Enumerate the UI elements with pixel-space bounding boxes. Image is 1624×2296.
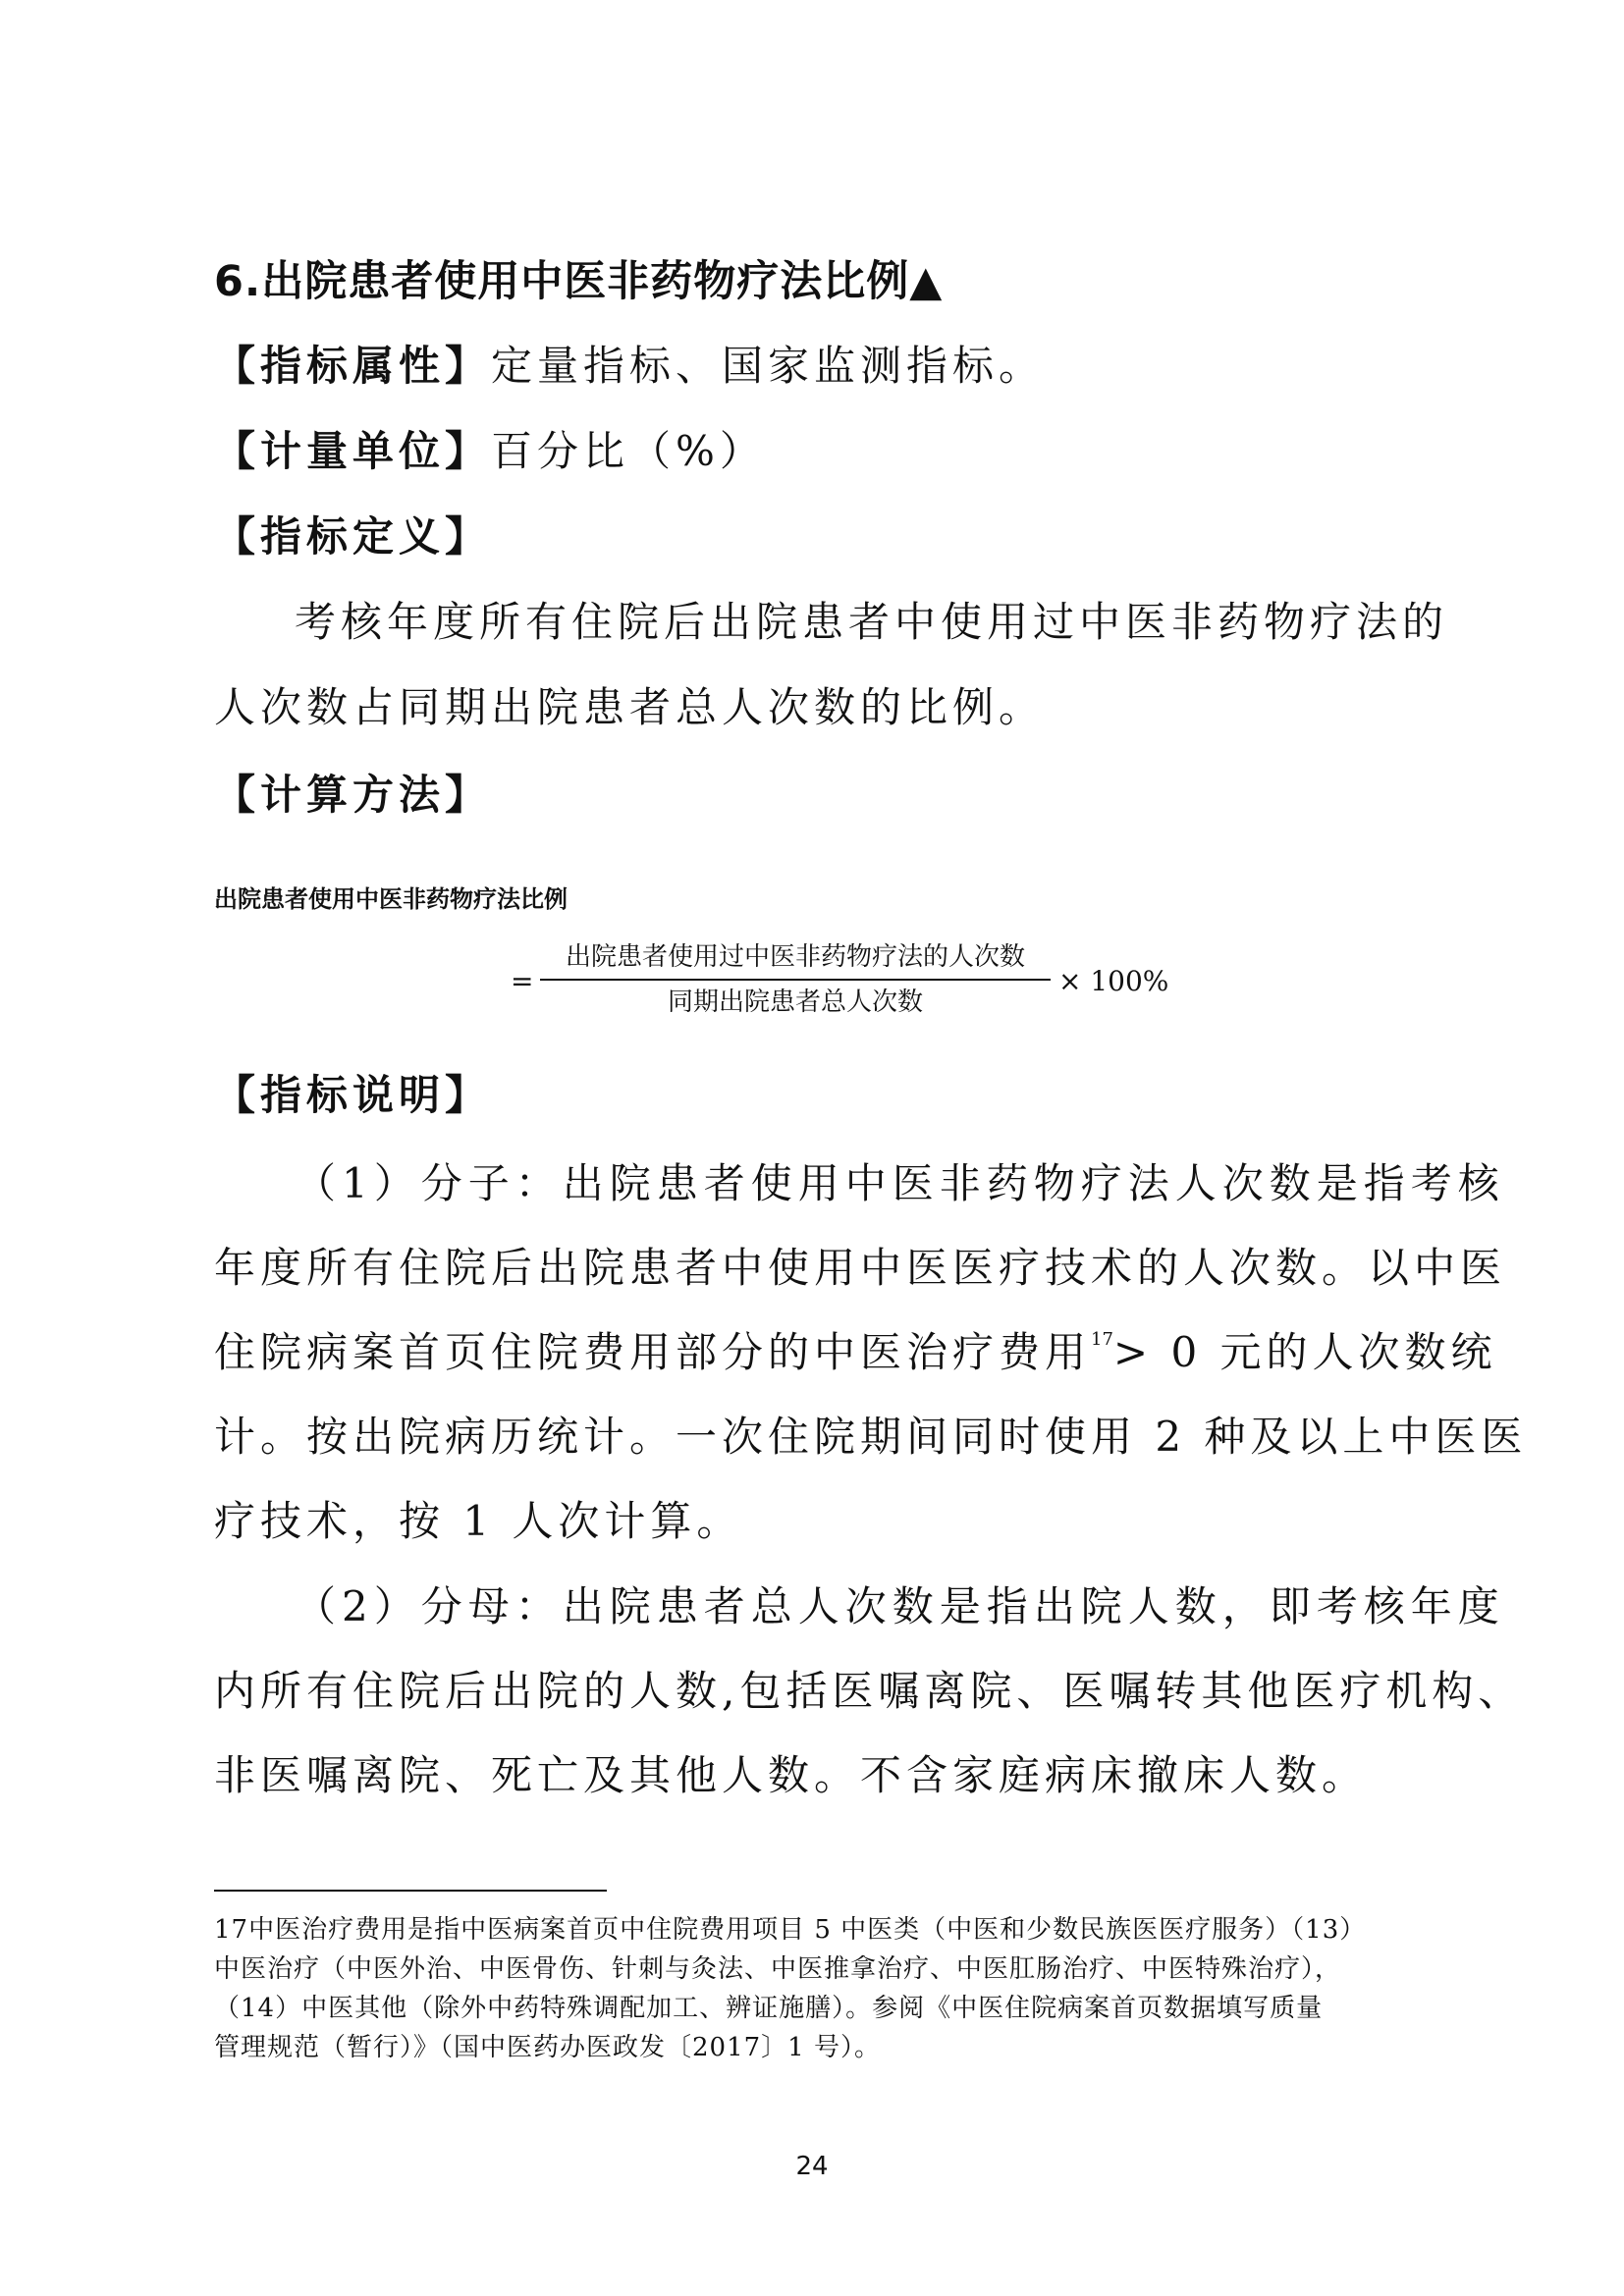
note-p2-line-2: 内所有住院后出院的人数,包括医嘱离院、医嘱转其他医疗机构、 [214,1667,1525,1715]
definition-label: 【指标定义】 [214,512,492,561]
note-p1-line-2: 年度所有住院后出院患者中使用中医医疗技术的人次数。以中医 [214,1244,1507,1292]
note-p1-line-3 [214,1320,1497,1379]
formula [511,937,1198,1026]
footnote-line-4: 管理规范（暂行）》（国中医药办医政发〔2017〕1 号）。 [214,2033,881,2062]
note-p1-line-3-text: 住院病案首页住院费用部分的中医治疗费用 [214,1328,1092,1376]
attribute-label: 【指标属性】 [214,342,492,390]
note-p1-line-4: 计。按出院病历统计。一次住院期间同时使用 2 种及以上中医医 [214,1413,1528,1461]
unit-value: 百分比（%） [491,427,766,475]
attribute-value: 定量指标、国家监测指标。 [491,342,1046,390]
notes-label: 【指标说明】 [214,1071,492,1119]
note-p1-line-3-tail: > 0 元的人次数统 [1112,1328,1497,1376]
formula-multiplier: × 100% [1058,965,1169,997]
formula-denominator: 同期出院患者总人次数 [667,988,923,1017]
footnote-ref: 17 [1091,1329,1113,1350]
formula-numerator: 出院患者使用过中医非药物疗法的人次数 [565,942,1025,972]
section-heading: 6.出院患者使用中医非药物疗法比例▲ [214,257,944,306]
formula-fraction [540,937,1051,1022]
measurement-unit [214,419,766,478]
definition-line-2: 人次数占同期出院患者总人次数的比例。 [214,683,1046,731]
formula-equals: = [511,965,534,997]
footnote-divider [214,1890,607,1892]
note-p2-line-3: 非医嘱离院、死亡及其他人数。不含家庭病床撤床人数。 [214,1751,1369,1799]
note-p1-line-1: （1）分子：出院患者使用中医非药物疗法人次数是指考核 [295,1159,1505,1207]
note-p2-line-1: （2）分母：出院患者总人次数是指出院人数，即考核年度 [295,1582,1505,1630]
formula-title: 出院患者使用中医非药物疗法比例 [214,885,568,913]
footnote-line-2: 中医治疗（中医外治、中医骨伤、针刺与灸法、中医推拿治疗、中医肛肠治疗、中医特殊治疗）， [214,1954,1342,1984]
calc-label: 【计算方法】 [214,771,492,819]
note-p1-line-5: 疗技术，按 1 人次计算。 [214,1497,743,1545]
footnote-line-1: 17中医治疗费用是指中医病案首页中住院费用项目 5 中医类（中医和少数民族医医疗服务）（13） [214,1915,1367,1945]
page-number: 24 [795,2152,829,2181]
unit-label: 【计量单位】 [214,427,492,475]
indicator-attribute [214,334,1045,393]
fraction-bar [540,979,1051,981]
definition-line-1: 考核年度所有住院后出院患者中使用过中医非药物疗法的 [295,598,1449,646]
footnote-line-3: （14）中医其他（除外中药特殊调配加工、辨证施膳）。参阅《中医住院病案首页数据填写质量 [214,1994,1324,2023]
